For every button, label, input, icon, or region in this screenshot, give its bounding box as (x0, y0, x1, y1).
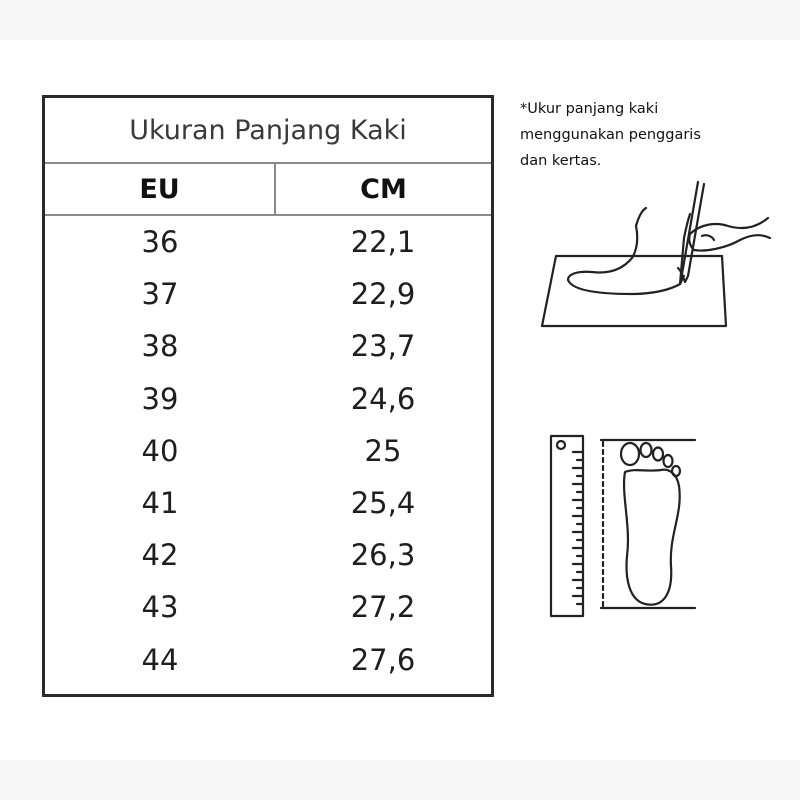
header-cm: CM (360, 173, 407, 205)
ankle-back (636, 208, 646, 226)
toe-big (621, 443, 639, 465)
note-line: *Ukur panjang kaki (520, 101, 659, 117)
paper-outline (542, 256, 726, 326)
cell-cm: 25 (364, 433, 402, 468)
cell-eu: 40 (141, 433, 179, 468)
cell-eu: 41 (141, 486, 179, 521)
table-title: Ukuran Panjang Kaki (45, 98, 491, 164)
cell-cm: 22,9 (350, 277, 416, 312)
table-row (45, 529, 491, 581)
table-row (45, 425, 491, 477)
note-line: dan kertas. (520, 153, 602, 169)
table-row (45, 373, 491, 425)
foot-outline (568, 226, 637, 280)
top-band (0, 0, 800, 40)
cell-cm: 27,2 (350, 590, 416, 625)
ruler-ticks (573, 452, 583, 604)
cell-eu: 36 (141, 225, 179, 260)
hand-outline (690, 218, 768, 234)
size-chart-table (42, 95, 494, 697)
cell-eu: 44 (141, 642, 179, 677)
cell-eu: 42 (141, 538, 179, 573)
cell-cm: 22,1 (350, 225, 416, 260)
table-row (45, 216, 491, 268)
cell-cm: 23,7 (350, 329, 416, 364)
cell-eu: 37 (141, 277, 179, 312)
cell-eu: 43 (141, 590, 179, 625)
header-eu: EU (45, 164, 276, 214)
cell-eu: 39 (141, 381, 179, 416)
toe-5 (672, 466, 680, 476)
footprint-outline (624, 470, 680, 605)
table-body (45, 216, 491, 686)
bottom-band (0, 760, 800, 800)
cell-cm: 27,6 (350, 642, 416, 677)
table-row (45, 581, 491, 633)
toe-3 (653, 448, 663, 461)
toe-4 (664, 455, 673, 467)
cell-cm: 25,4 (350, 486, 416, 521)
cell-eu: 38 (141, 329, 179, 364)
finger-detail (702, 235, 714, 240)
table-row (45, 320, 491, 372)
cell-cm: 26,3 (350, 538, 416, 573)
table-row (45, 634, 491, 686)
measure-instruction-note (520, 96, 780, 174)
note-line: menggunakan penggaris (520, 127, 701, 143)
foot-tracing-icon (530, 178, 780, 338)
ruler-hole (557, 441, 565, 449)
table-row (45, 268, 491, 320)
toe-2 (641, 443, 652, 457)
ruler-footprint-icon (545, 430, 700, 620)
table-header-row (45, 164, 491, 216)
table-row (45, 477, 491, 529)
cell-cm: 24,6 (350, 381, 416, 416)
hand-lower (694, 235, 770, 250)
